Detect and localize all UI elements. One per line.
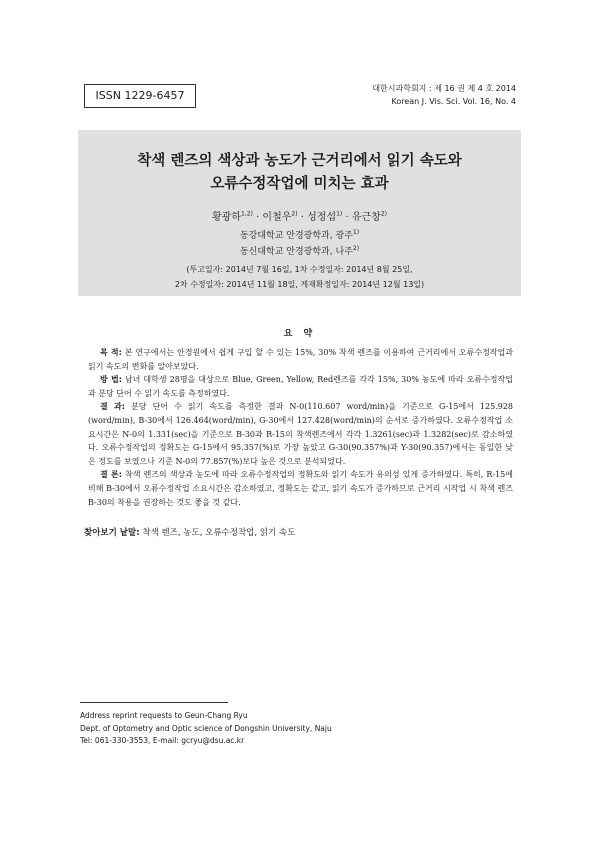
footnote-line-3: Tel: 061-330-3553, E-mail: gcryu@dsu.ac.kr: [80, 736, 245, 745]
keywords-text: 착색 렌즈, 농도, 오류수정작업, 읽기 속도: [142, 528, 296, 538]
abstract-conclusion: [88, 468, 513, 509]
title-line-2: 오류수정작업에 미치는 효과: [210, 176, 389, 192]
section-text: 분당 단어 수 읽기 속도를 측정한 결과 N-0(110.607 word/min)을 기준으로 G-15에서 125.928 (word/min), B-30에서 126.464(word/min), G-30에서 127.428(word/min)의 순서로 증가하였다. 오류수정작업 소요시간은 N-0의 1.331(sec)을 기준으로 B-30과 R-15의 착색렌즈에서 각각 1.3261(sec)과 1.3282(sec)로 감소하였다. 오류수정작업의 정확도는 G-15에서 95.357(%)로 가장 높았고 G-30(90.357%)과 Y-30(90.357)에서는 동일한 낮은 정도를 보였으나 기준 N-0의 77.857(%)보다 높은 것으로 분석되었다.: [88, 402, 513, 466]
keywords-label: 찾아보기 낱말:: [84, 528, 140, 538]
submission-dates-line-1: (투고일자: 2014년 7월 16일, 1차 수정일자: 2014년 8월 25일,: [186, 265, 413, 274]
author-name: 성정섭: [307, 212, 337, 223]
journal-citation-korean: 대한시과학회지 : 제 16 권 제 4 호 2014: [372, 84, 516, 93]
title-block: [78, 130, 521, 296]
affiliation-text: 동신대학교 안경광학과, 나주: [239, 247, 353, 257]
section-label: 방 법:: [100, 375, 122, 385]
section-text: 남녀 대학생 28명을 대상으로 Blue, Green, Yellow, Red렌즈를 각각 15%, 30% 농도에 따라 오류수정작업과 분당 단어 수 읽기 속도를 측정하였다.: [88, 375, 513, 398]
footnote-line-2: Dept. of Optometry and Optic science of Dongshin University, Naju: [80, 723, 332, 733]
paper-title: [78, 150, 521, 196]
submission-dates-line-2: 2차 수정일자: 2014년 11월 18일, 게재확정일자: 2014년 12월 13일): [174, 280, 425, 289]
abstract-purpose: [88, 346, 513, 373]
author-name: 유근창: [351, 212, 381, 223]
section-label: 결 론:: [100, 470, 122, 480]
title-line-1: 착색 렌즈의 색상과 농도가 근거리에서 읽기 속도와: [137, 153, 462, 169]
journal-citation-english: Korean J. Vis. Sci. Vol. 16, No. 4: [391, 97, 516, 106]
abstract-methods: [88, 373, 513, 400]
author-affil-mark: 2): [291, 210, 298, 218]
affiliation-2: [78, 244, 521, 257]
author-name: 황광하: [212, 212, 241, 223]
abstract-body: [88, 346, 513, 509]
issn-box: ISSN 1229-6457: [84, 84, 196, 108]
author-list: [78, 208, 521, 223]
author-affil-mark: 1,2): [240, 210, 253, 218]
correspondence-footnote: [80, 710, 332, 748]
footnote-divider: [80, 702, 228, 703]
author-separator: ·: [342, 212, 352, 223]
abstract-heading: 요 약: [283, 329, 317, 339]
footnote-line-1: Address reprint requests to Geun-Chang Ryu: [80, 711, 248, 720]
section-label: 결 과:: [100, 402, 125, 412]
affiliation-1: [78, 228, 521, 241]
author-separator: ·: [252, 212, 263, 223]
section-text: 본 연구에서는 안경원에서 쉽게 구입 할 수 있는 15%, 30% 착색 렌즈를 이용하여 근거리에서 오류수정작업과 읽기 속도의 변화를 알아보았다.: [88, 348, 513, 371]
keywords: [84, 526, 295, 538]
section-label: 목 적:: [100, 348, 122, 357]
author-separator: ·: [297, 212, 308, 223]
author-name: 이철우: [262, 212, 292, 223]
affiliation-mark: 1): [352, 229, 360, 236]
affiliation-text: 동강대학교 안경광학과, 광주: [239, 231, 353, 241]
section-text: 착색 렌즈의 색상과 농도에 따라 오류수정작업의 정확도와 읽기 속도가 유의성 있게 증가하였다. 특히, R-15에 비해 B-30에서 오류수정작업 소요시간은 감소하였고, 정확도는 같고, 읽기 속도가 증가하므로 근거리 시작업 시 착색 렌즈 B-30의 착용을 권장하는 것도 좋을 것 같다.: [88, 470, 513, 507]
abstract-results: [88, 400, 513, 468]
author-affil-mark: 2): [380, 210, 387, 218]
author-affil-mark: 1): [336, 210, 343, 218]
affiliation-mark: 2): [352, 245, 360, 252]
journal-info: [372, 82, 516, 108]
